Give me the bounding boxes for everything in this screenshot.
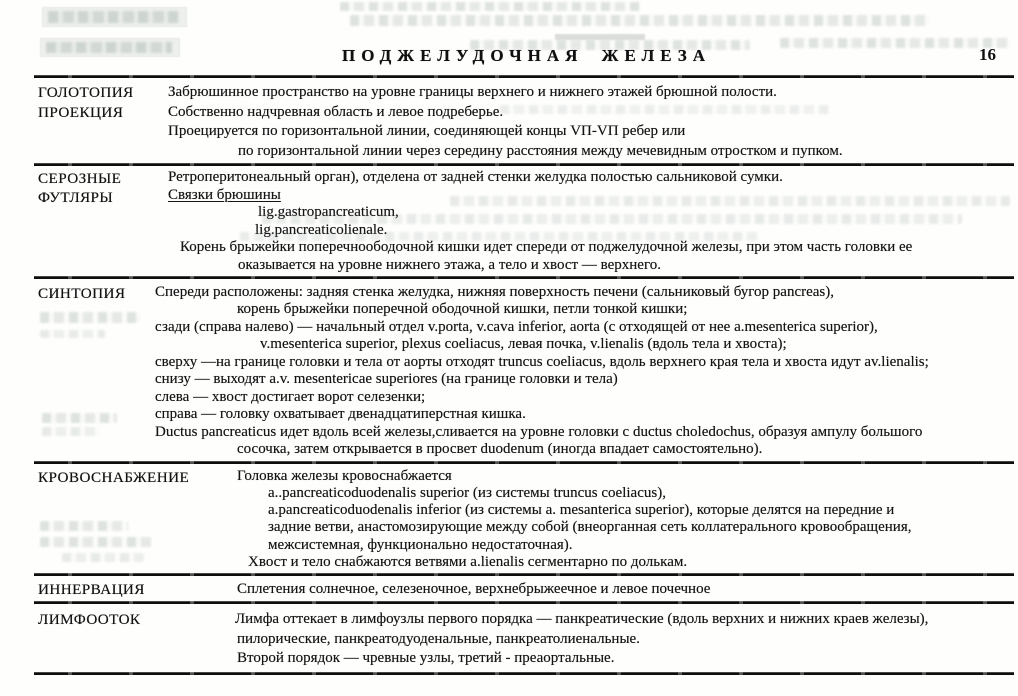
- text-line: Сплетения солнечное, селезеночное, верхнебрыжеечное и левое почечное: [237, 581, 711, 598]
- text-line: корень брыжейки поперечной ободочной кишки, петли тонкой кишки;: [237, 301, 688, 318]
- section-content: [155, 284, 1016, 459]
- text-line: Спереди расположены: задняя стенка желудка, нижняя поверхность печени (сальниковый бугор pancreas),: [155, 283, 834, 300]
- section-label: ГОЛОТОПИЯ: [38, 84, 134, 101]
- page-title: ПОДЖЕЛУДОЧНАЯ ЖЕЛЕЗА: [342, 46, 712, 65]
- text-line: Проецируется по горизонтальной линии, соединяющей концы VП-VП ребер или: [168, 123, 686, 139]
- bleedthrough-smudge: [450, 196, 1010, 206]
- section-label-column: [38, 468, 237, 487]
- bleedthrough-smudge: [40, 312, 140, 323]
- section-label: ПРОЕКЦИЯ: [38, 103, 124, 121]
- section-holotopia-proekcia: [0, 78, 1018, 163]
- section-label: СИНТОПИЯ: [38, 284, 126, 302]
- text-line: задние ветви, анастомозирующие между собой (внеорганная сеть коллатерального кровообращения,: [268, 519, 912, 536]
- text-line: сосочка, затем открывается в просвет duodenum (иногда впадает самостоятельно).: [237, 441, 763, 458]
- text-line: Корень брыжейки поперечноободочной кишки идет спереди от поджелудочной железы, при этом часть головки ее: [180, 239, 913, 256]
- section-label: ФУТЛЯРЫ: [38, 189, 114, 206]
- text-line: Головка железы кровоснабжается: [237, 467, 452, 484]
- text-line-underlined: Связки брюшины: [168, 186, 281, 203]
- text-line: lig.pancreaticolienale.: [255, 221, 388, 238]
- text-line: Забрюшинное пространство на уровне границы верхнего и нижнего этажей брюшной полости.: [168, 84, 777, 100]
- text-line: Хвост и тело снабжаются ветвями a.lienalis сегментарно по долькам.: [248, 554, 688, 571]
- text-line: a..pancreaticoduodenalis superior (из системы truncus coeliacus),: [268, 484, 666, 501]
- bleedthrough-smudge: [42, 413, 117, 423]
- bleedthrough-smudge: [40, 521, 128, 531]
- text-line: снизу — выходят a.v. mesentericae superiores (на границе головки и тела): [155, 371, 618, 388]
- text-line: сзади (справа налево) — начальный отдел v.porta, v.cava inferior, aorta (с отходящей от нее a.mesenterica superior),: [155, 318, 878, 335]
- bleedthrough-smudge: [40, 330, 105, 338]
- text-line: v.mesenterica superior, plexus coeliacus, левая почка, v.lienalis (вдоль тела и хвоста);: [260, 336, 787, 353]
- bleedthrough-smudge: [62, 553, 144, 562]
- text-line: Собственно надчревная область и левое подреберье.: [168, 103, 504, 120]
- text-line: a.pancreaticoduodenalis inferior (из системы a. mesanterica superior), которые делятся на передние и: [268, 502, 895, 519]
- section-content: [237, 580, 1016, 599]
- page-number: 16: [979, 45, 996, 64]
- bleedthrough-smudge: [262, 214, 962, 224]
- section-sintopia: [0, 279, 1018, 461]
- bleedthrough-smudge: [500, 105, 830, 114]
- section-label: СЕРОЗНЫЕ: [38, 170, 122, 187]
- horizontal-rule: [34, 672, 1014, 675]
- text-line: Второй порядок — чревные узлы, третий - преаортальные.: [237, 650, 615, 667]
- section-label-column: [38, 580, 237, 599]
- section-content: [168, 83, 1016, 161]
- section-label: ИННЕРВАЦИЯ: [38, 581, 145, 599]
- text-line: пилорические, панкреатодуоденальные, панкреатолиенальные.: [237, 630, 640, 647]
- page-header: [0, 0, 1018, 75]
- section-label-column: [38, 284, 155, 303]
- bleedthrough-smudge: [42, 427, 100, 436]
- section-content: [237, 468, 1016, 572]
- section-label-column: [38, 169, 168, 207]
- text-line: оказывается на уровне нижнего этажа, а тело и хвост — верхнего.: [238, 256, 661, 273]
- bleedthrough-smudge: [240, 232, 760, 241]
- text-line: по горизонтальной линии через середину расстояния между мечевидным отростком и пупком.: [238, 142, 843, 159]
- section-limfootok: [0, 604, 1018, 672]
- section-content: [235, 610, 1016, 669]
- text-line: справа — головку охватывает двенадцатиперстная кишка.: [155, 406, 526, 423]
- text-line: слева — хвост достигает ворот селезенки;: [155, 388, 426, 405]
- section-krovosnabzhenie: [0, 464, 1018, 574]
- text-line: Лимфа оттекает в лимфоузлы первого порядка — панкреатические (вдоль верхних и нижних краев железы),: [235, 611, 929, 628]
- section-label: КРОВОСНАБЖЕНИЕ: [38, 468, 190, 486]
- text-line: lig.gastropancreaticum,: [258, 204, 399, 221]
- bleedthrough-smudge: [40, 537, 152, 547]
- section-label-column: [38, 610, 235, 630]
- text-line: Ретроперитонеальный орган), отделена от задней стенки желудка полостью сальниковой сумки.: [168, 169, 783, 185]
- section-label: ЛИМФООТОК: [38, 611, 141, 629]
- text-line: межсистемная, функционально недостаточная).: [268, 536, 573, 553]
- section-label-column: [38, 83, 168, 122]
- section-innervacia: [0, 576, 1018, 601]
- text-line: Ductus pancreaticus идет вдоль всей железы,сливается на уровне головки с ductus choledochus, образуя ампулу большого: [155, 423, 923, 440]
- text-line: сверху —на границе головки и тела от аорты отходят truncus coeliacus, вдоль верхнего края тела и хвоста идут av.lienalis;: [155, 353, 929, 370]
